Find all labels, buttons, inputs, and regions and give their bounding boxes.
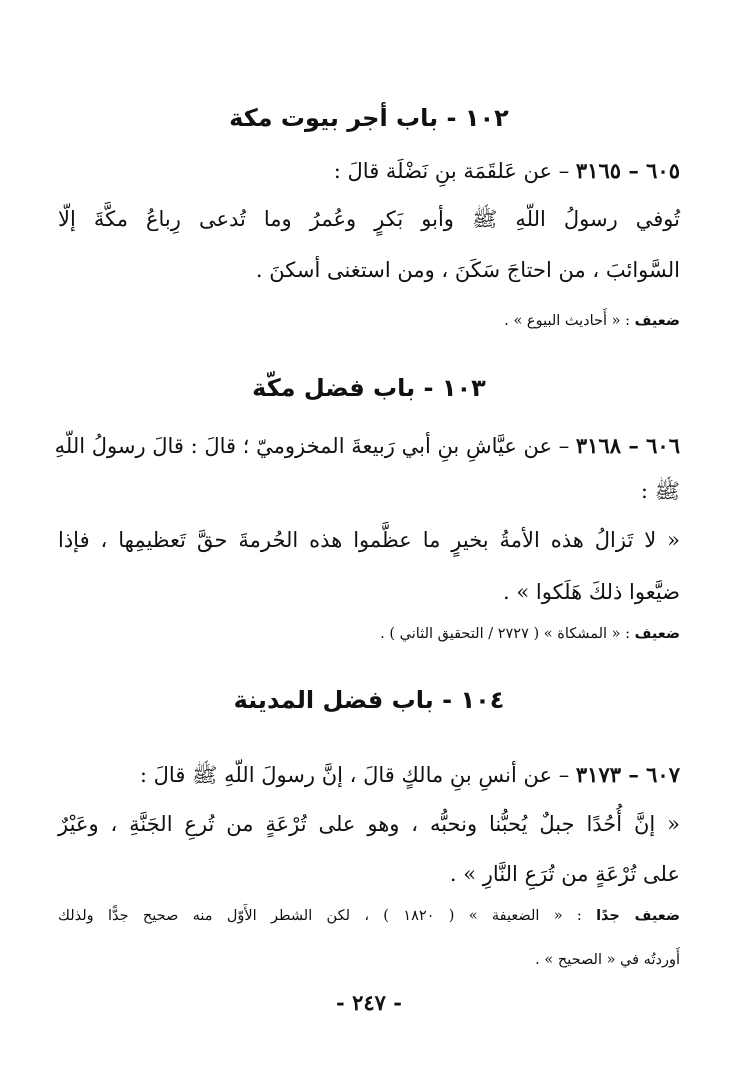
hadith-605-text-line-1: تُوفي رسولُ اللّهِ ﷺ وأبو بَكرٍ وعُمرُ وما تُدعى رِباعُ مكَّةَ إلّا	[58, 207, 680, 231]
hadith-intro: – عن عيَّاشِ بنِ أبي رَبيعةَ المخزوميّ ؛ قالَ : قالَ رسولُ اللّهِ	[54, 434, 576, 458]
hadith-605-text-line-2: السَّوائبَ ، من احتاجَ سَكَنَ ، ومن استغنى أسكنَ .	[255, 258, 680, 282]
grade-text: : « المشكاة » ( ٢٧٢٧ / التحقيق الثاني ) .	[380, 626, 635, 642]
hadith-606-text-line-2: ضيَّعوا ذلكَ هَلَكوا » .	[503, 580, 680, 604]
page-number: - ٢٤٧ -	[336, 990, 402, 1015]
hadith-605-grade	[58, 313, 680, 329]
hadith-606-intro-line	[54, 433, 680, 458]
chapter-heading-103: ١٠٣ - باب فضل مكّة	[252, 374, 486, 402]
hadith-number: ٦٠٧ – ٣١٧٣	[575, 762, 680, 787]
grade-label: ضعيف جدًا	[596, 908, 680, 924]
grade-text: : « أَحاديث البيوع » .	[504, 313, 635, 329]
hadith-607-grade	[58, 908, 680, 924]
hadith-607-text-line-1: « إنَّ أُحُدًا جبلٌ يُحبُّنا ونحبُّه ، وهو على تُرْعَةٍ من تُرعِ الجَنَّةِ ، وعَيْرٌ	[58, 812, 680, 836]
grade-label: ضعيف	[634, 626, 680, 642]
hadith-number: ٦٠٦ – ٣١٦٨	[575, 433, 680, 458]
chapter-heading-104: ١٠٤ - باب فضل المدينة	[233, 686, 505, 714]
hadith-607-grade-continuation: أَوردتُه في « الصحيح » .	[535, 952, 680, 968]
hadith-606-text-line-1: « لا تَزالُ هذه الأمةُ بخيرٍ ما عظَّموا هذه الحُرمةَ حقَّ تَعظيمِها ، فإذا	[58, 528, 680, 552]
hadith-605-intro-line	[58, 158, 680, 183]
hadith-number: ٦٠٥ – ٣١٦٥	[575, 158, 680, 183]
hadith-intro: – عن عَلقَمَة بنِ نَضْلَة قالَ :	[333, 159, 576, 183]
hadith-607-text-line-2: على تُرْعَةٍ من تُرَعِ النَّارِ » .	[449, 862, 680, 886]
hadith-606-grade	[58, 626, 680, 642]
grade-text: : « الضعيفة » ( ١٨٢٠ ) ، لكن الشطر الأَوّل منه صحيح جدًّا ولذلك	[58, 908, 597, 924]
hadith-intro: – عن أنسِ بنِ مالكٍ قالَ ، إنَّ رسولَ اللّهِ ﷺ قالَ :	[139, 763, 576, 787]
hadith-607-intro-line	[58, 762, 680, 793]
hadith-606-intro-continuation: ﷺ :	[640, 479, 680, 503]
chapter-heading-102: ١٠٢ - باب أجر بيوت مكة	[229, 104, 509, 132]
grade-label: ضعيف	[634, 313, 680, 329]
